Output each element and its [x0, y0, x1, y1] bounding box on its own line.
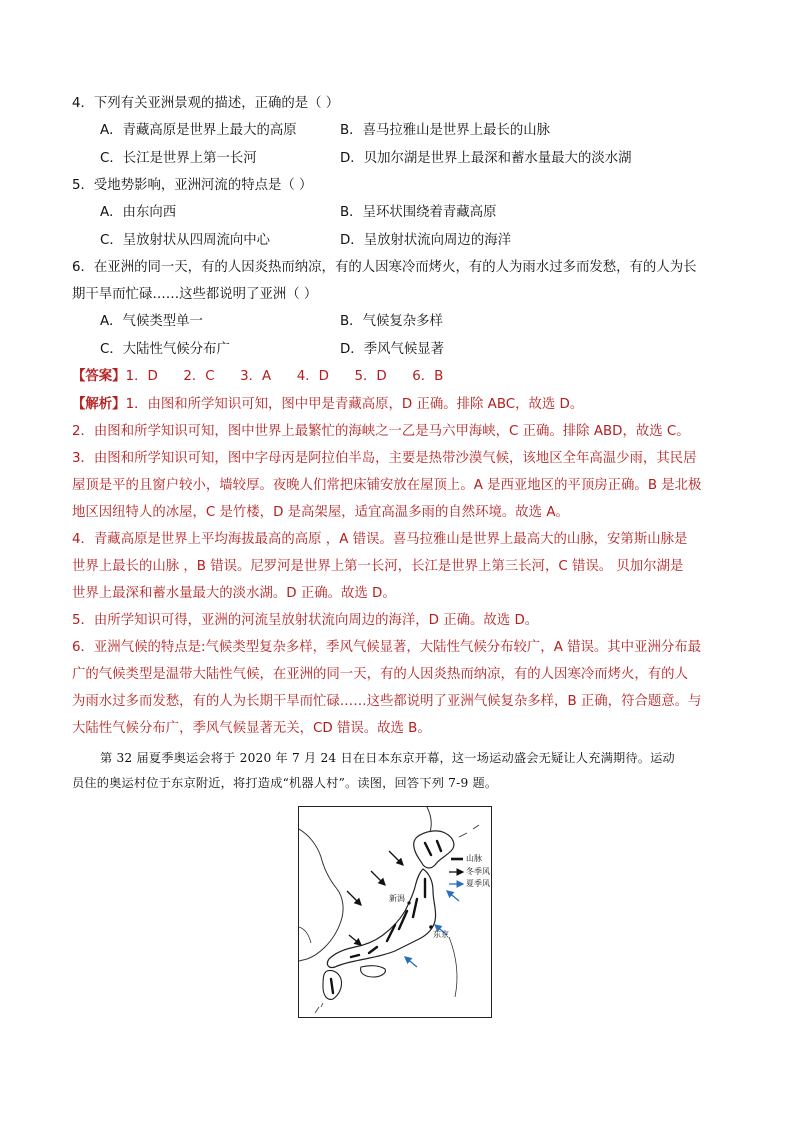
intro-line-2: 员住的奥运村位于东京附近，将打造成“机器人村”。读图，回答下列 7-9 题。 — [72, 776, 498, 790]
analysis-line-9: 5．由所学知识可得，亚洲的河流呈放射状流向周边的海洋，D 正确。故选 D。 — [72, 613, 539, 628]
shikoku-island — [361, 966, 386, 977]
legend-summer-label: 夏季风 — [466, 879, 490, 888]
niigata-dot — [407, 901, 410, 904]
analysis-line-2: 2．由图和所学知识可知，图中世界上最繁忙的海峡之一乙是马六甲海峡，C 正确。排除 ABD，故选 C。 — [72, 424, 690, 439]
legend-winter-label: 冬季风 — [466, 867, 490, 876]
analysis-line-7: 世界上最长的山脉 ，B 错误。尼罗河是世界上第一长河，长江是世界上第三长河，C 错误。 贝加尔湖是 — [72, 559, 684, 574]
analysis-line-11: 广的气候类型是温带大陆性气候，在亚洲的同一天，有的人因炎热而纳凉，有的人因寒冷而烤火，有的人 — [72, 667, 688, 682]
honshu-island — [327, 869, 435, 968]
analysis-line-5: 地区因纽特人的冰屋，C 是竹楼，D 是高架屋，适宜高温多雨的自然环境。故选 A。 — [72, 505, 569, 520]
question-6-option-b: B．气候复杂多样 — [340, 314, 443, 329]
ryukyu-islands — [315, 1003, 323, 1013]
answer-tag: 【答案】 — [72, 369, 126, 384]
question-4-stem: 4．下列有关亚洲景观的描述，正确的是（ ） — [72, 96, 340, 111]
analysis-line-8: 世界上最深和蓄水量最大的淡水湖。D 正确。故选 D。 — [72, 586, 396, 601]
question-6-option-c: C．大陆性气候分布广 — [100, 342, 230, 357]
analysis-tag: 【解析】 — [72, 397, 126, 412]
question-5-option-a: A．由东向西 — [100, 205, 177, 220]
question-6-option-a: A．气候类型单一 — [100, 314, 203, 329]
question-5-option-b: B．呈环状围绕着青藏高原 — [340, 205, 497, 220]
question-6-option-d: D．季风气候显著 — [340, 342, 445, 357]
analysis-line-12: 为雨水过多而发愁，有的人为长期干旱而忙碌……这些都说明了亚洲气候复杂多样，B 正确，符合题意。与 — [72, 694, 702, 709]
map-label-niigata: 新潟 — [389, 894, 405, 903]
analysis-line-1 — [72, 395, 732, 415]
continent-coast — [299, 829, 343, 961]
japan-map-svg — [299, 807, 491, 1017]
question-4-option-c: C．长江是世界上第一长河 — [100, 151, 257, 166]
question-4-option-a: A．青藏高原是世界上最大的高原 — [100, 123, 297, 138]
analysis-line-13: 大陆性气候分布广，季风气候显著无关，CD 错误。故选 B。 — [72, 721, 431, 736]
analysis-line-4: 屋顶是平的且窗户较小，墙较厚。夜晚人们常把床铺安放在屋顶上。A 是西亚地区的平顶房正确。B 是北极 — [72, 478, 702, 493]
winter-wind-arrow — [347, 891, 361, 905]
analysis-line-6: 4．青藏高原是世界上平均海拔最高的高原 ，A 错误。喜马拉雅山是世界上最高大的山脉，安第斯山脉是 — [72, 532, 688, 547]
question-6-stem-line1: 6．在亚洲的同一天，有的人因炎热而纳凉，有的人因寒冷而烤火，有的人为雨水过多而发愁，有的人为长 — [72, 260, 697, 275]
question-6-stem-line2: 期干旱而忙碌……这些都说明了亚洲（ ） — [72, 287, 318, 302]
legend-mountain-label: 山脉 — [466, 854, 482, 863]
answer-line — [72, 367, 732, 387]
question-5-option-d: D．呈放射状流向周边的海洋 — [340, 233, 511, 248]
summer-wind-arrow — [405, 957, 417, 967]
intro-line-1: 第 32 届夏季奥运会将于 2020 年 7 月 24 日在日本东京开幕，这一场运动盛会无疑让人充满期待。运动 — [100, 751, 675, 765]
analysis-line-10: 6．亚洲气候的特点是:气候类型复杂多样，季风气候显著，大陆性气候分布较广，A 错误。其中亚洲分布最 — [72, 640, 702, 655]
pacific-coast-line — [449, 937, 457, 997]
question-4-option-b: B．喜马拉雅山是世界上最长的山脉 — [340, 123, 551, 138]
analysis-text-1: 1．由图和所学知识可知，图中甲是青藏高原，D 正确。排除 ABC，故选 D。 — [125, 397, 584, 412]
hokkaido-island — [414, 831, 454, 868]
summer-wind-arrow — [447, 891, 459, 901]
question-5-option-c: C．呈放射状从四周流向中心 — [100, 233, 271, 248]
analysis-line-3: 3．由图和所学知识可知，图中字母丙是阿拉伯半岛，主要是热带沙漠气候，该地区全年高温少雨，其民居 — [72, 451, 697, 466]
japan-map — [298, 806, 492, 1018]
winter-wind-arrow — [371, 871, 385, 885]
map-label-tokyo: 东京 — [433, 930, 449, 939]
kuril-islands — [459, 825, 479, 837]
winter-wind-arrow — [349, 935, 361, 945]
answer-text: 1．D 2．C 3．A 4．D 5．D 6．B — [125, 369, 444, 384]
question-5-stem: 5．受地势影响，亚洲河流的特点是（ ） — [72, 178, 313, 193]
question-4-option-d: D．贝加尔湖是世界上最深和蓄水量最大的淡水湖 — [340, 151, 632, 166]
korea-coast — [299, 927, 311, 943]
winter-wind-arrow — [389, 851, 403, 865]
